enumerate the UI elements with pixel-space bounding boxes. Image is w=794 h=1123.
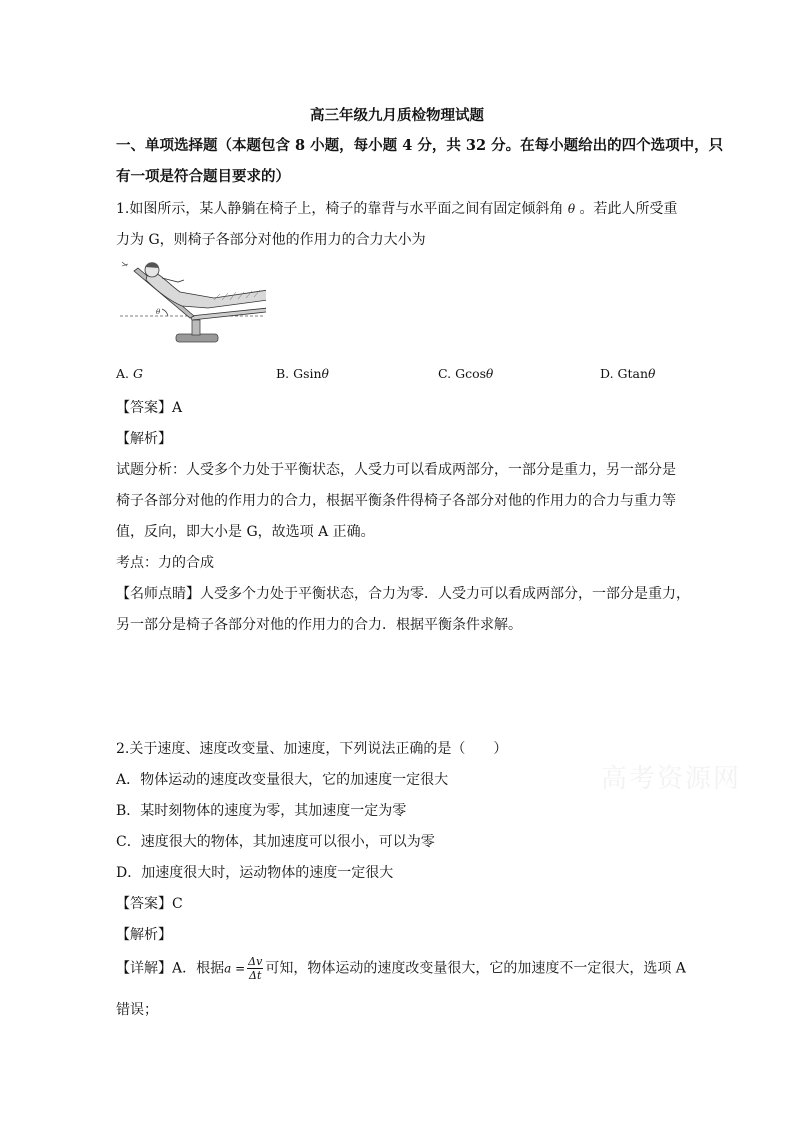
watermark: 高考资源网 <box>601 764 742 794</box>
detail-post: 可知，物体运动的速度改变量很大，它的加速度不一定很大，选项 A <box>265 960 686 977</box>
q2-option-c: C．速度很大的物体，其加速度可以很小，可以为零 <box>116 834 435 850</box>
question-1-stem-post: 。若此人所受重 <box>579 201 678 217</box>
q1-option-a <box>116 366 143 381</box>
q2-analysis-tag: 【解析】 <box>116 927 172 943</box>
q1-option-a-label: A. <box>116 366 130 381</box>
q1-option-c-value: Gcos <box>455 366 487 381</box>
detail-tag: 【详解】 <box>116 960 172 977</box>
q1-option-d-value: Gtan <box>617 366 649 381</box>
question-1-stem-pre: 1.如图所示，某人静躺在椅子上，椅子的靠背与水平面之间有固定倾斜角 <box>116 201 564 217</box>
q1-teacher-note-line-1 <box>116 583 690 603</box>
q1-option-b <box>276 366 329 381</box>
q1-analysis-line-2: 椅子各部分对他的作用力的合力，根据平衡条件得椅子各部分对他的作用力的合力与重力等 <box>116 493 676 509</box>
answer-tag: 【答案】 <box>116 896 172 912</box>
formula-denominator: Δt <box>249 969 262 982</box>
q2-answer <box>116 893 183 913</box>
q1-option-b-value: Gsin <box>293 366 322 381</box>
formula-a: a = <box>224 961 246 976</box>
answer-tag: 【答案】 <box>116 400 172 416</box>
theta-symbol: θ <box>648 367 656 381</box>
q2-option-b: B．某时刻物体的速度为零，其加速度一定为零 <box>116 803 407 819</box>
reclining-person-chair-figure <box>118 256 266 352</box>
svg-text:θ: θ <box>156 308 161 316</box>
detail-pre: A．根据 <box>172 960 225 977</box>
q1-option-d <box>600 366 655 381</box>
question-1-stem-line-1 <box>116 198 678 218</box>
section-heading-line-2: 有一项是符合题目要求的） <box>116 168 290 185</box>
q2-option-d: D．加速度很大时，运动物体的速度一定很大 <box>116 865 394 881</box>
chair-illustration <box>118 256 266 352</box>
q1-option-a-value: G <box>133 366 143 381</box>
formula-fraction <box>247 955 263 982</box>
question-2-stem: 2.关于速度、速度改变量、加速度，下列说法正确的是（ ） <box>116 741 508 757</box>
answer-value: C <box>172 896 183 912</box>
q1-option-d-label: D. <box>600 366 614 381</box>
q1-answer <box>116 397 182 417</box>
answer-value: A <box>172 400 183 416</box>
teacher-note-tag: 【名师点睛】 <box>116 586 200 602</box>
q1-kaodian: 考点：力的合成 <box>116 555 214 571</box>
q2-option-a: A．物体运动的速度改变量很大，它的加速度一定很大 <box>116 772 449 788</box>
theta-symbol: θ <box>567 202 576 216</box>
q2-detail-line-2: 错误； <box>116 1002 158 1018</box>
q1-option-b-label: B. <box>276 366 290 381</box>
section-heading-line-1: 一、单项选择题（本题包含 8 小题，每小题 4 分，共 32 分。在每小题给出的四个选项中，只 <box>116 137 724 154</box>
theta-symbol: θ <box>321 367 329 381</box>
q2-detail-line-1 <box>116 955 686 982</box>
question-1-stem-line-2: 力为 G，则椅子各部分对他的作用力的合力大小为 <box>116 232 426 248</box>
q1-teacher-note-line-2: 另一部分是椅子各部分对他的作用力的合力．根据平衡条件求解。 <box>116 617 522 633</box>
formula-numerator: Δv <box>248 955 263 968</box>
q1-option-c-label: C. <box>438 366 452 381</box>
q1-analysis-line-3: 值，反向，即大小是 G，故选项 A 正确。 <box>116 524 375 540</box>
theta-symbol: θ <box>486 367 494 381</box>
q1-analysis-line-1: 试题分析：人受多个力处于平衡状态，人受力可以看成两部分，一部分是重力，另一部分是 <box>116 462 676 478</box>
document-title: 高三年级九月质检物理试题 <box>310 107 484 124</box>
teacher-note-text-1: 人受多个力处于平衡状态，合力为零．人受力可以看成两部分，一部分是重力， <box>200 586 690 602</box>
q1-option-c <box>438 366 493 381</box>
q1-analysis-tag: 【解析】 <box>116 431 172 447</box>
